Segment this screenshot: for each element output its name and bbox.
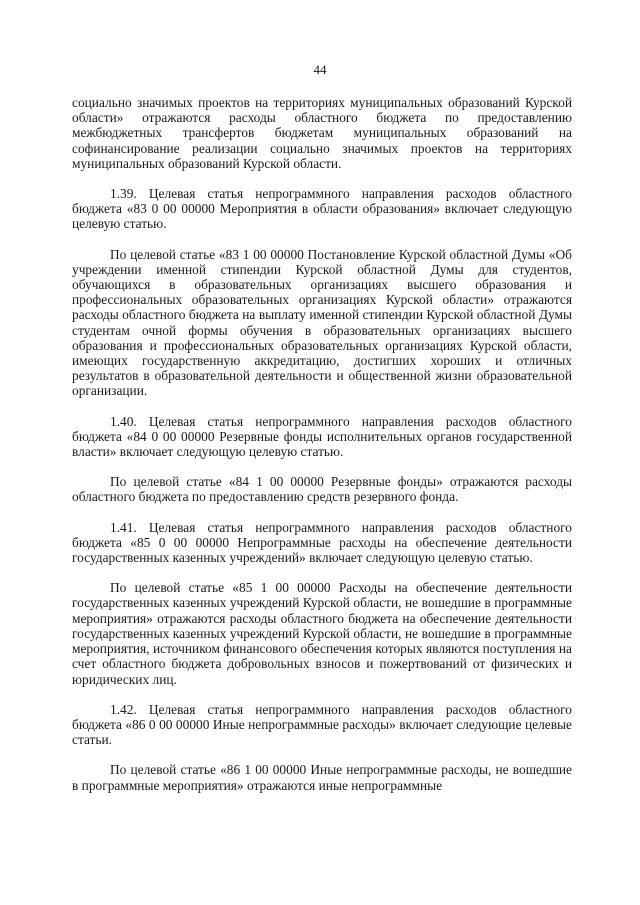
page-number: 44 (313, 62, 327, 77)
paragraph-continuation: социально значимых проектов на территориях муниципальных образований Курской области» отражаются расходы областного бюджета по предоставлению межбюджетных трансфертов бюджетам муниципальных образований на софинансирование реализации социально значимых проектов на территориях муниципальных образований Курской области. (72, 95, 572, 171)
paragraph-1-40-detail: По целевой статье «84 1 00 00000 Резервные фонды» отражаются расходы областного бюджета по предоставлению средств резервного фонда. (72, 474, 572, 505)
paragraph-1-40: 1.40. Целевая статья непрограммного направления расходов областного бюджета «84 0 00 00000 Резервные фонды исполнительных органов государственной власти» включает следующую целевую статью. (72, 413, 572, 460)
paragraph-1-42-detail: По целевой статье «86 1 00 00000 Иные непрограммные расходы, не вошедшие в программные мероприятия» отражаются иные непрограммные (72, 762, 572, 793)
paragraph-1-39-detail: По целевой статье «83 1 00 00000 Постановление Курской областной Думы «Об учреждении именной стипендии Курской областной Думы для студентов, обучающихся в образовательных организациях высшего образования и профессиональных образовательных организациях Курской области» отражаются расходы областного бюджета на выплату именной стипендии Курской областной Думы студентам очной формы обучения в образовательных организациях высшего образования и профессиональных образовательных организациях Курской области, имеющих государственную аккредитацию, достигших хороших и отличных результатов в образовательной деятельности и общественной жизни образовательной организации. (72, 246, 572, 399)
paragraph-1-41: 1.41. Целевая статья непрограммного направления расходов областного бюджета «85 0 00 00000 Непрограммные расходы на обеспечение деятельности государственных казенных учреждений» включает следующую целевую статью. (72, 519, 572, 566)
paragraph-1-41-detail: По целевой статье «85 1 00 00000 Расходы на обеспечение деятельности государственных казенных учреждений Курской области, не вошедшие в программные мероприятия» отражаются расходы областного бюджета на обеспечение деятельности государственных казенных учреждений Курской области, не вошедшие в программные мероприятия, источником финансового обеспечения которых являются поступления на счет областного бюджета добровольных взносов и пожертвований от физических и юридических лиц. (72, 580, 572, 687)
paragraph-1-42: 1.42. Целевая статья непрограммного направления расходов областного бюджета «86 0 00 00000 Иные непрограммные расходы» включает следующие целевые статьи. (72, 701, 572, 748)
paragraph-1-39: 1.39. Целевая статья непрограммного направления расходов областного бюджета «83 0 00 00000 Мероприятия в области образования» включает следующую целевую статью. (72, 186, 572, 232)
document-body (72, 95, 572, 793)
